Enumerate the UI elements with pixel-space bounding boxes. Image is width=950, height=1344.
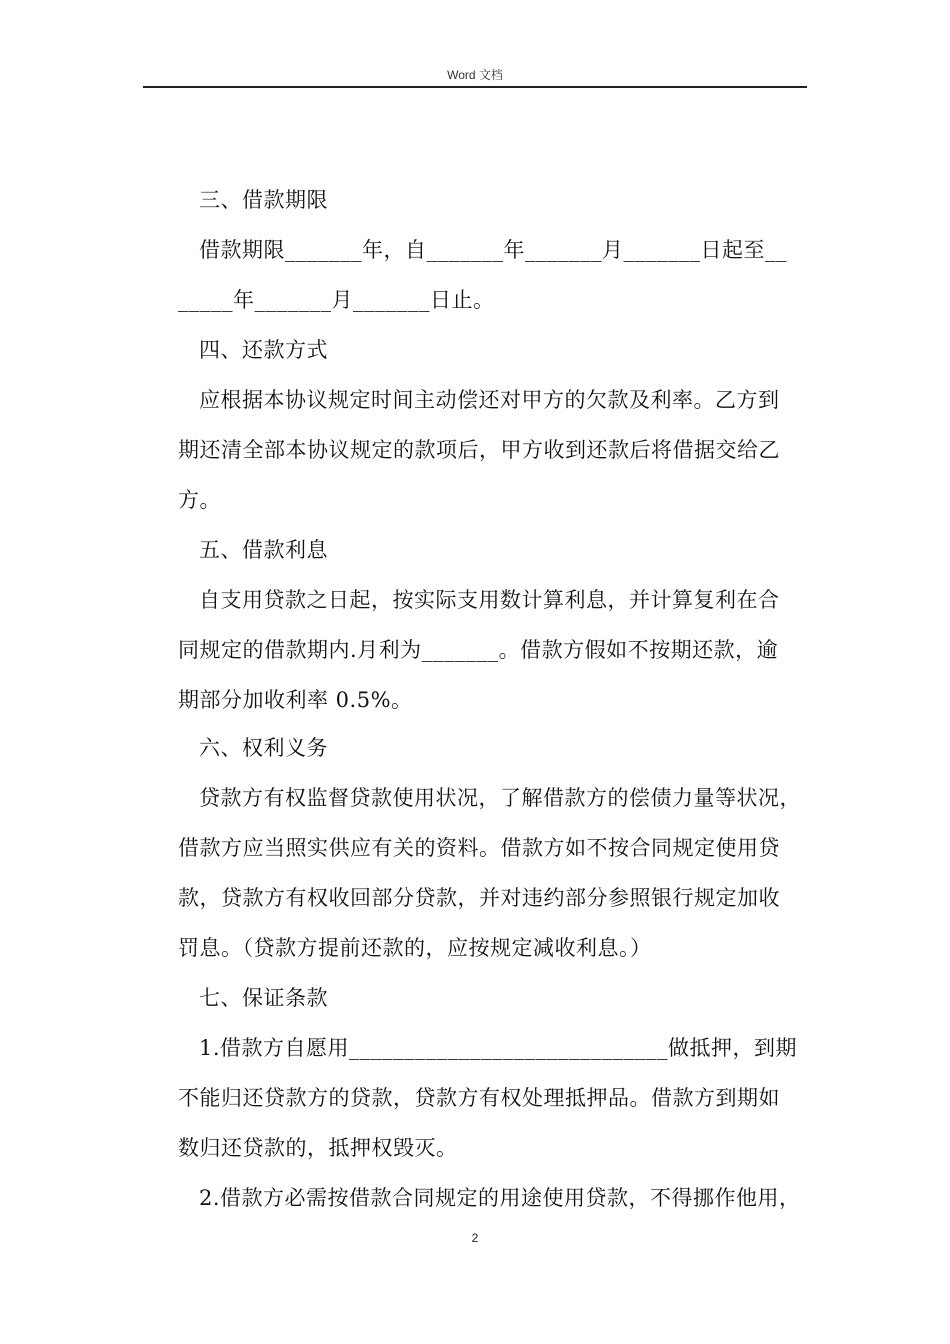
paragraph-line: 方。 [178,488,221,512]
paragraph-line: 期还清全部本协议规定的款项后，甲方收到还款后将借据交给乙 [178,438,780,462]
header-title: Word 文档 [447,68,503,82]
paragraph-line: 同规定的借款期内.月利为_______。借款方假如不按期还款，逾 [178,638,779,662]
paragraph-line: 贷款方有权监督贷款使用状况，了解借款方的偿债力量等状况， [199,786,801,810]
paragraph-line: 数归还贷款的，抵押权毁灭。 [178,1136,458,1160]
paragraph-line: 自支用贷款之日起，按实际支用数计算利息，并计算复利在合 [199,588,780,612]
paragraph-line: 借款方应当照实供应有关的资料。借款方如不按合同规定使用贷 [178,836,780,860]
section-heading: 七、保证条款 [199,986,328,1010]
paragraph-line: 不能归还贷款方的贷款，贷款方有权处理抵押品。借款方到期如 [178,1086,780,1110]
header-rule [143,86,807,88]
paragraph-line: _____年_______月_______日止。 [178,288,495,312]
page-number: 2 [471,1231,479,1245]
paragraph-line: 借款期限_______年，自_______年_______月_______日起至__ [199,238,787,262]
paragraph-line: 2.借款方必需按借款合同规定的用途使用贷款，不得挪作他用， [199,1186,801,1210]
paragraph-line: 期部分加收利率 0.5%。 [178,688,413,712]
paragraph-line: 应根据本协议规定时间主动偿还对甲方的欠款及利率。乙方到 [199,388,780,412]
section-heading: 六、权利义务 [199,736,328,760]
paragraph-line: 1.借款方自愿用_____________________________做抵押，到期 [199,1036,798,1060]
section-heading: 三、借款期限 [199,188,328,212]
paragraph-line: 款，贷款方有权收回部分贷款，并对违约部分参照银行规定加收 [178,886,780,910]
paragraph-line: 罚息。（贷款方提前还款的，应按规定减收利息。） [178,936,652,960]
section-heading: 五、借款利息 [199,538,328,562]
section-heading: 四、还款方式 [199,338,328,362]
